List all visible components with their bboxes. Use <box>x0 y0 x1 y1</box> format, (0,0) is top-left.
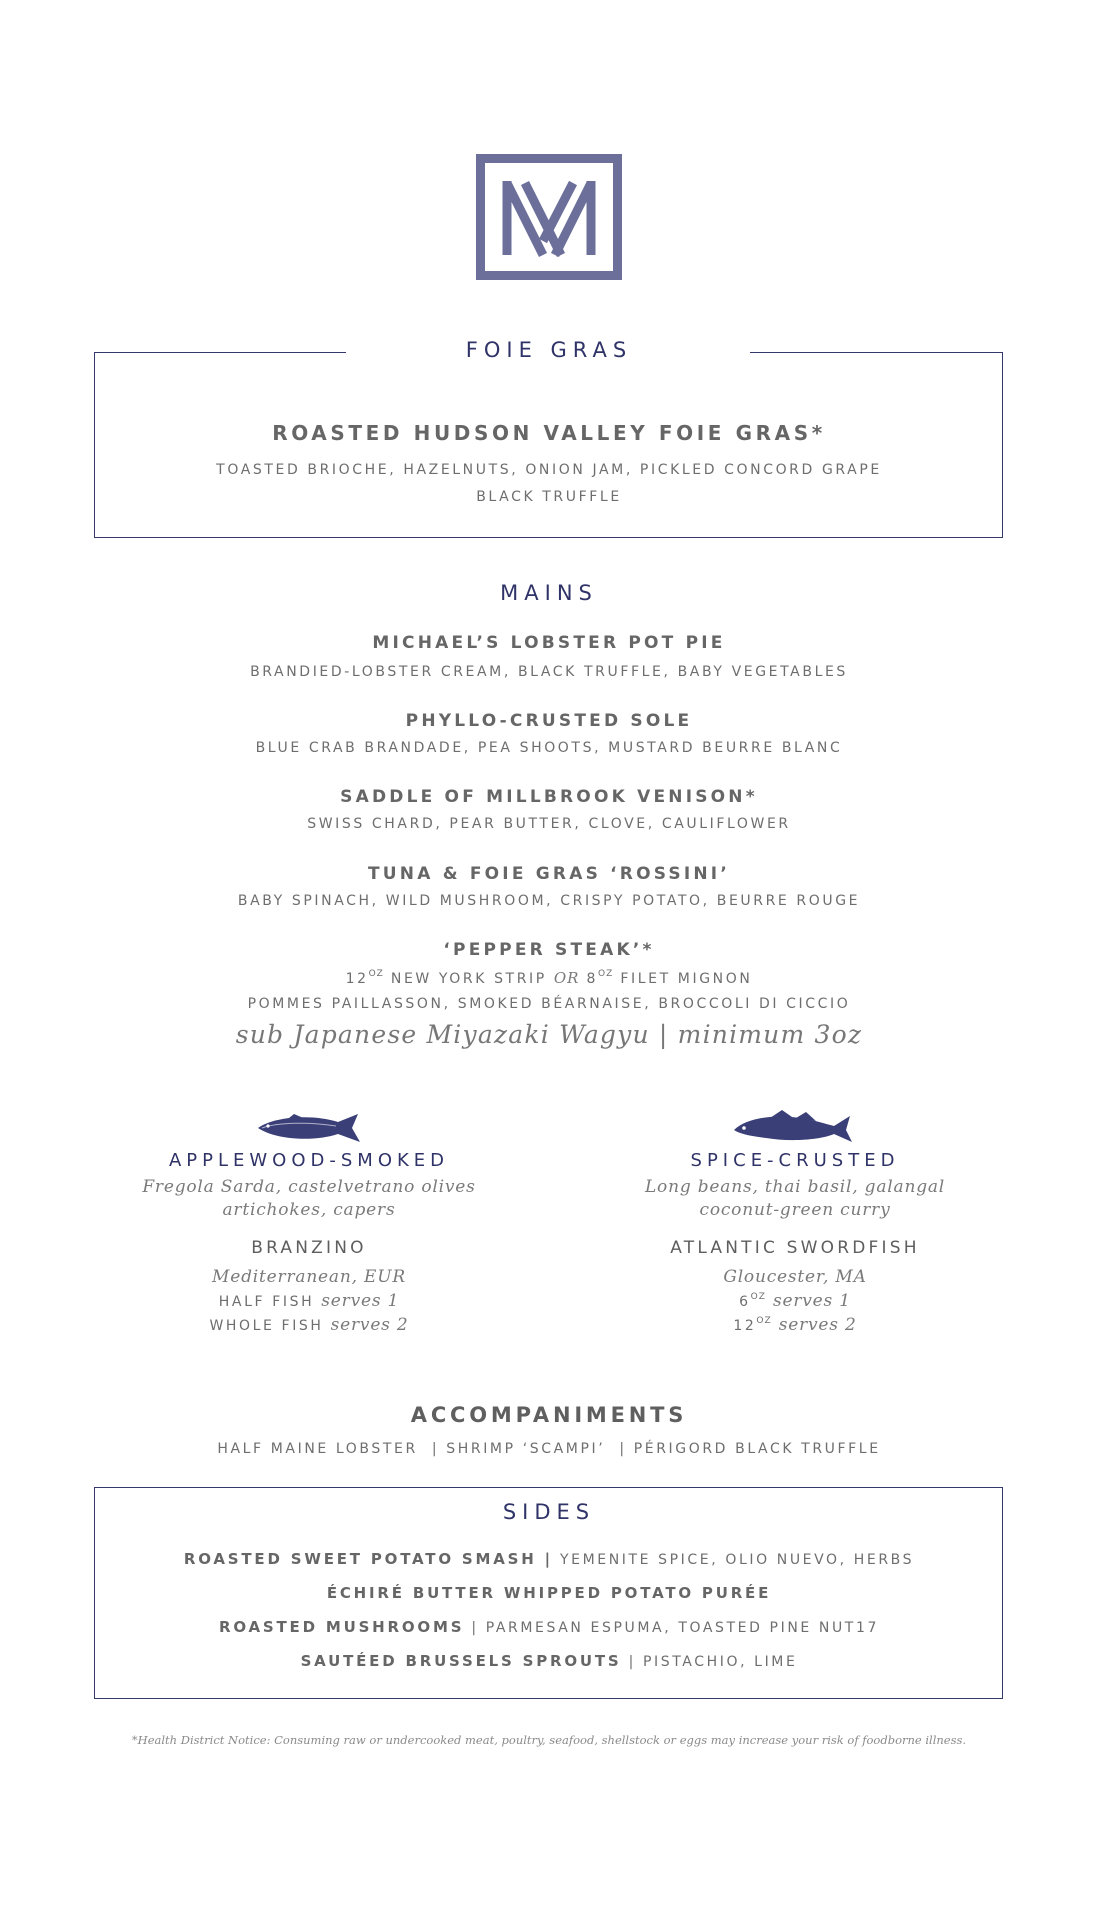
restaurant-logo <box>476 154 622 280</box>
foie-gras-desc-2: BLACK TRUFFLE <box>476 489 622 505</box>
main-item-desc: SWISS CHARD, PEAR BUTTER, CLOVE, CAULIFLOWER <box>307 816 791 832</box>
pepper-steak-cuts: $12^{OZ}$ NEW YORK STRIP OR $8^{OZ}$ FILET MIGNON <box>345 969 753 987</box>
fish-right-column <box>580 1150 1010 1335</box>
fish-right-portion-1: $6^{OZ}$ serves 1 <box>739 1291 851 1311</box>
fish-left-column <box>94 1150 524 1335</box>
side-item: ÉCHIRÉ BUTTER WHIPPED POTATO PURÉE <box>326 1584 772 1602</box>
fish-right-style: SPICE-CRUSTED <box>690 1150 900 1171</box>
fish-left-portion-2: WHOLE FISH serves 2 <box>209 1315 409 1335</box>
side-item: SAUTÉED BRUSSELS SPROUTS | PISTACHIO, LIME <box>300 1652 798 1670</box>
fish-left-name: BRANZINO <box>251 1238 367 1258</box>
side-item: ROASTED SWEET POTATO SMASH | YEMENITE SPICE, OLIO NUEVO, HERBS <box>183 1550 915 1568</box>
fish-left-garnish-1: Fregola Sarda, castelvetrano olives <box>142 1177 476 1197</box>
mains-heading: MAINS <box>500 581 598 605</box>
accompaniments-heading: ACCOMPANIMENTS <box>410 1403 688 1427</box>
accompaniments-items: HALF MAINE LOBSTER | SHRIMP ‘SCAMPI’ | PÉRIGORD BLACK TRUFFLE <box>217 1441 881 1457</box>
foie-gras-heading: FOIE GRAS <box>465 338 633 362</box>
fish-left-origin: Mediterranean, EUR <box>212 1267 406 1287</box>
main-item-pepper-steak: ‘PEPPER STEAK’* <box>443 940 655 960</box>
main-item-rossini: TUNA & FOIE GRAS ‘ROSSINI’ <box>368 864 730 884</box>
fish-left-style: APPLEWOOD-SMOKED <box>168 1150 450 1171</box>
main-item-desc: BRANDIED-LOBSTER CREAM, BLACK TRUFFLE, BABY VEGETABLES <box>250 664 848 680</box>
main-item-desc: BABY SPINACH, WILD MUSHROOM, CRISPY POTATO, BEURRE ROUGE <box>237 893 861 909</box>
main-item-sole: PHYLLO-CRUSTED SOLE <box>405 711 693 731</box>
fish-right-origin: Gloucester, MA <box>723 1267 867 1287</box>
fish-left-garnish-2: artichokes, capers <box>222 1200 396 1220</box>
pepper-steak-desc: POMMES PAILLASSON, SMOKED BÉARNAISE, BROCCOLI DI CICCIO <box>247 996 851 1012</box>
foie-gras-desc-1: TOASTED BRIOCHE, HAZELNUTS, ONION JAM, PICKLED CONCORD GRAPE <box>216 462 882 478</box>
main-item-lobster-pot-pie: MICHAEL’S LOBSTER POT PIE <box>372 633 726 653</box>
fish-right-portion-2: $12^{OZ}$ serves 2 <box>733 1315 857 1335</box>
fish-right-name: ATLANTIC SWORDFISH <box>670 1238 920 1258</box>
trout-icon <box>254 1110 366 1146</box>
wagyu-upgrade: sub Japanese Miyazaki Wagyu | minimum 3oz <box>235 1020 863 1049</box>
health-notice: *Health District Notice: Consuming raw or undercooked meat, poultry, seafood, shellstock or eggs may increase your risk of foodborne illness. <box>131 1733 967 1747</box>
sides-heading: SIDES <box>502 1500 596 1524</box>
main-item-desc: BLUE CRAB BRANDADE, PEA SHOOTS, MUSTARD BEURRE BLANC <box>255 740 843 756</box>
fish-right-garnish-1: Long beans, thai basil, galangal <box>644 1177 946 1197</box>
cod-icon <box>730 1108 854 1146</box>
foie-gras-box <box>94 352 1003 538</box>
side-item: ROASTED MUSHROOMS | PARMESAN ESPUMA, TOASTED PINE NUT17 <box>219 1618 879 1636</box>
fish-right-garnish-2: coconut-green curry <box>699 1200 891 1220</box>
monogram-m-icon <box>485 163 613 271</box>
fish-left-portion-1: HALF FISH serves 1 <box>218 1291 400 1311</box>
foie-gras-dish: ROASTED HUDSON VALLEY FOIE GRAS* <box>272 421 826 445</box>
main-item-venison: SADDLE OF MILLBROOK VENISON* <box>340 787 758 807</box>
